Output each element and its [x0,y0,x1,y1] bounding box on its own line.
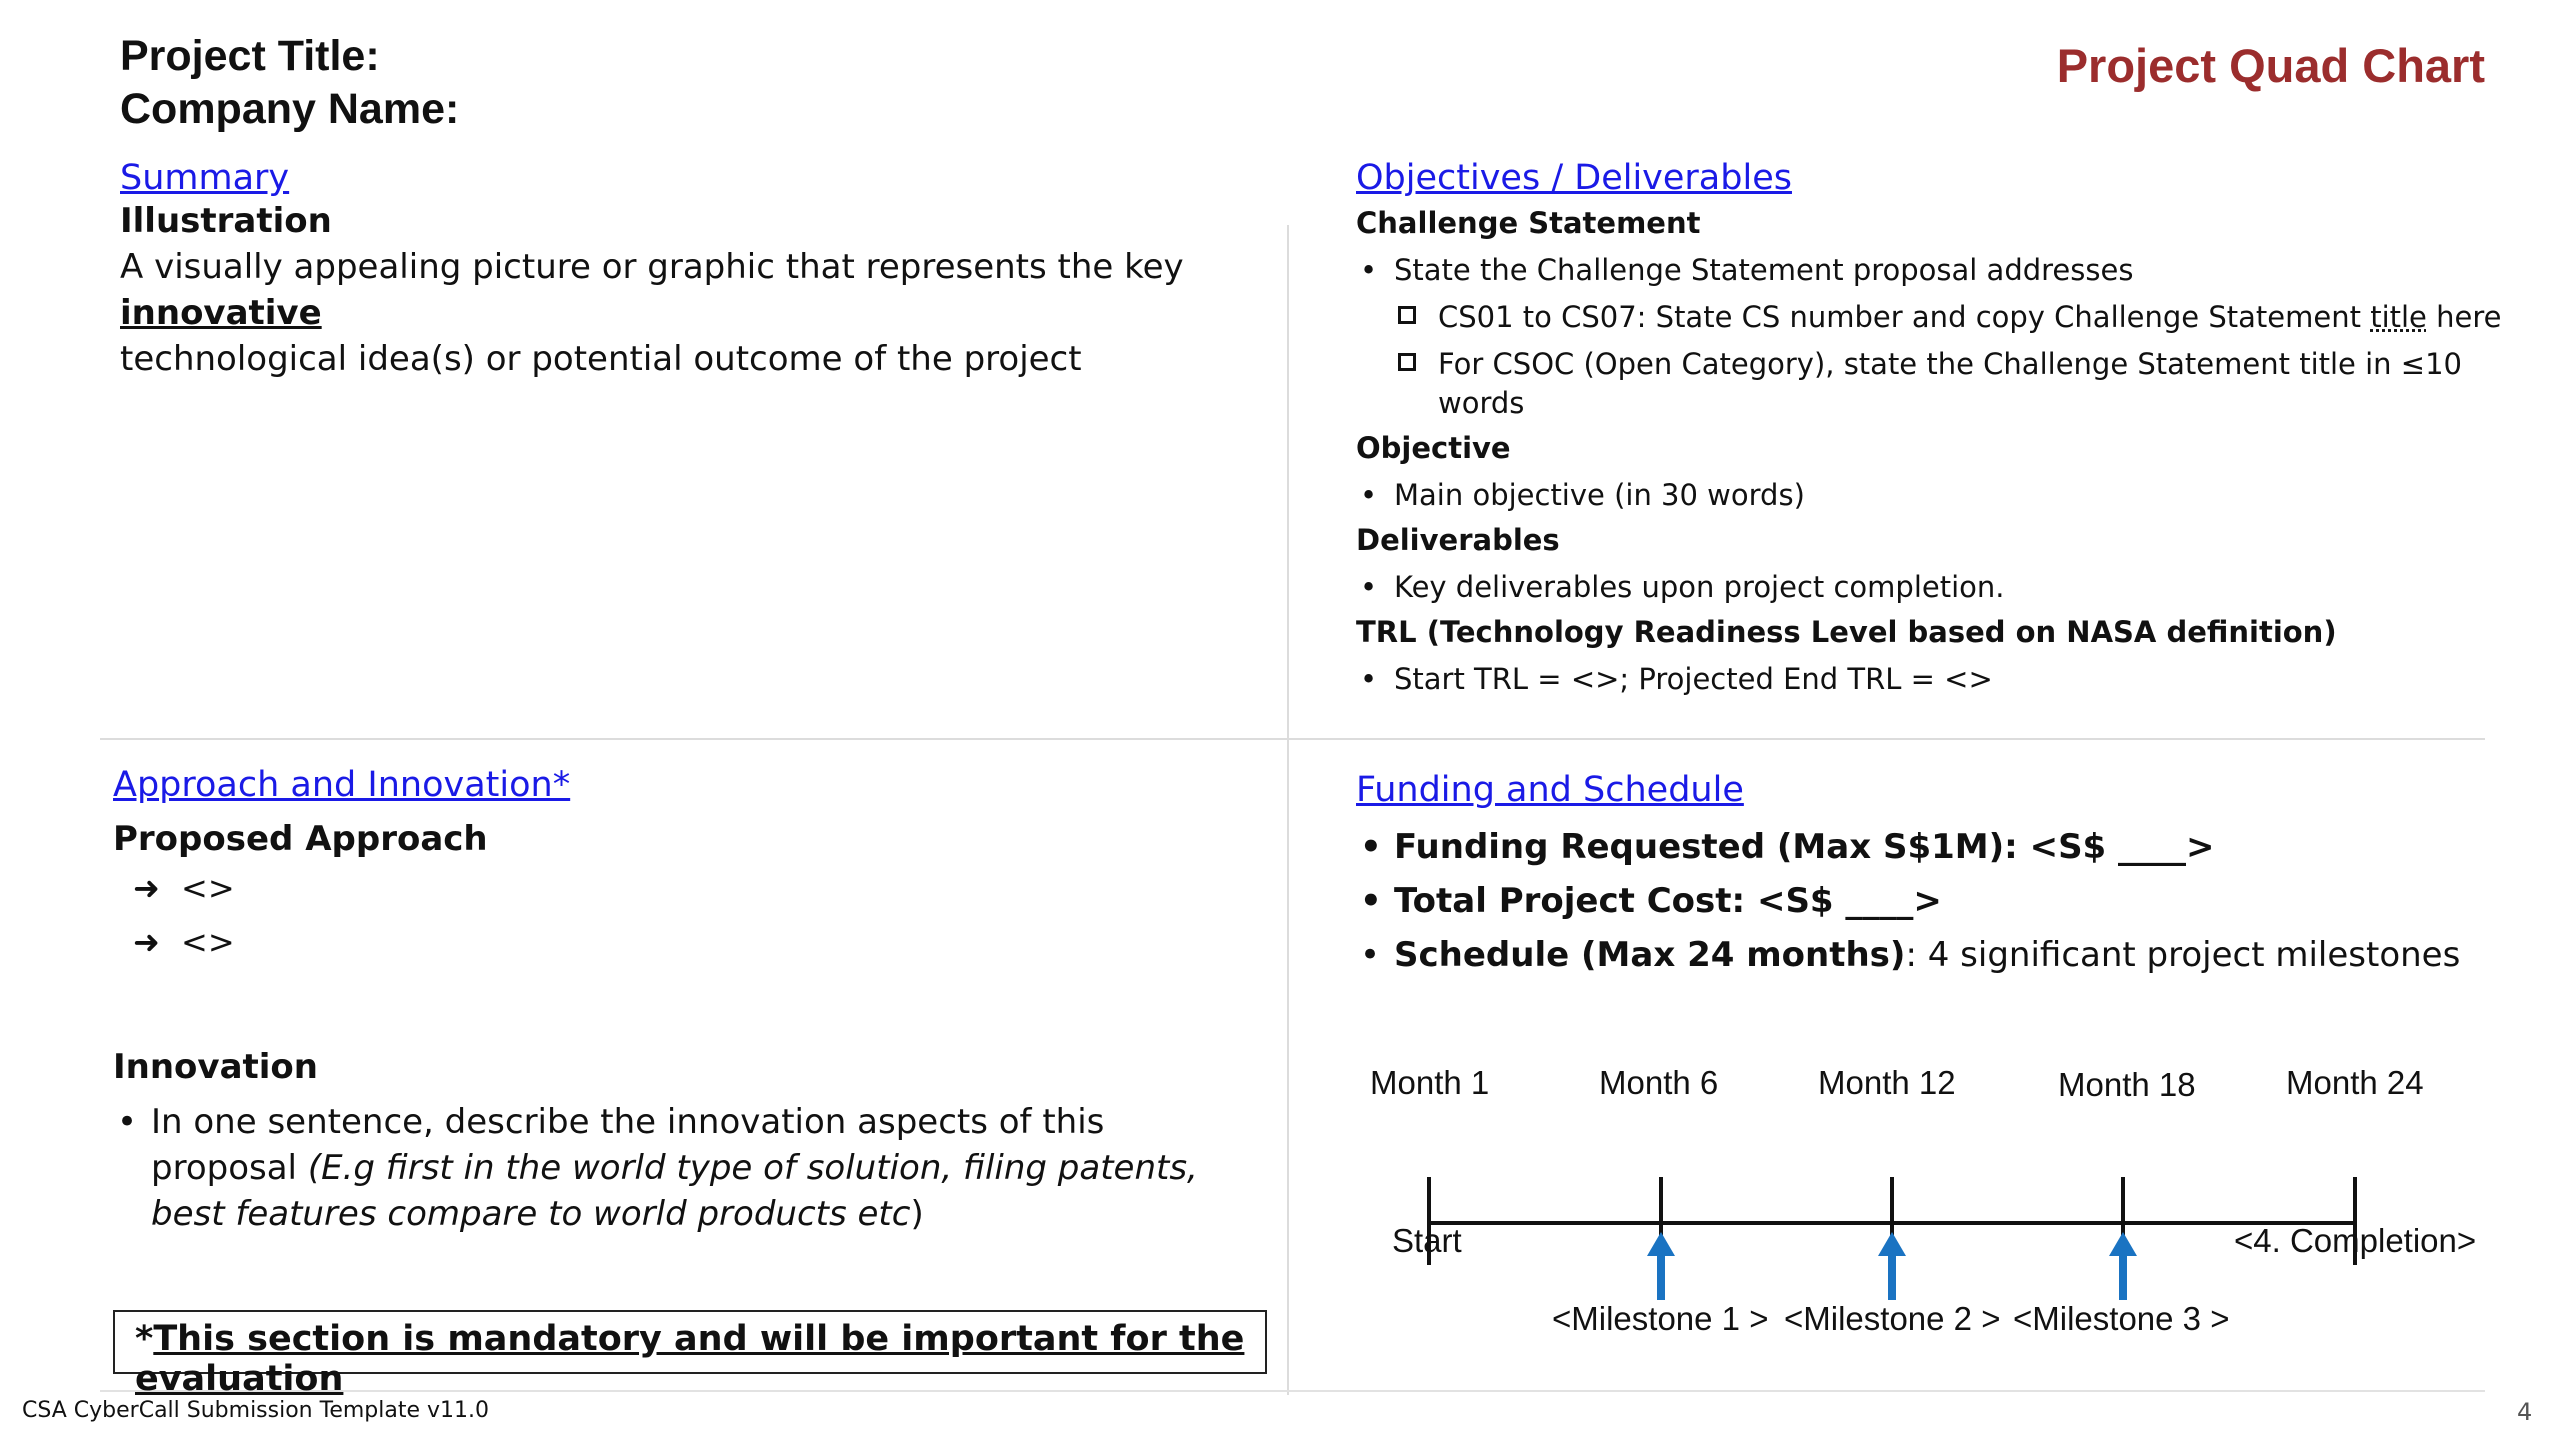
summary-heading[interactable]: Summary [120,158,290,198]
objective-heading: Objective [1356,431,1511,465]
trl-bullet: • Start TRL = <>; Projected End TRL = <> [1356,660,2506,699]
summary-text-end: technological idea(s) or potential outcome of the project [120,339,1082,379]
deliverables-list [1356,568,2506,607]
milestone-label: <Milestone 2 > [1784,1300,2001,1337]
innovation-list [113,1099,1273,1237]
vertical-divider [1287,225,1289,1395]
challenge-checklist [1398,298,2506,423]
checkbox-icon [1398,353,1416,371]
template-footer: CSA CyberCall Submission Template v11.0 [22,1398,489,1423]
deliverables-heading: Deliverables [1356,523,1560,557]
innovation-heading: Innovation [113,1047,318,1087]
milestone-arrow-icon [2102,1230,2144,1302]
check1-prefix: CS01 to CS07: State CS number and copy Challenge Statement [1438,300,2371,334]
check2-line2: words [1438,386,1525,420]
quad-chart-title: Project Quad Chart [2056,39,2485,92]
funding-quadrant [1356,770,2506,982]
approach-item-text: <> [181,923,235,961]
check1-title-word: title [2370,300,2427,334]
funding-list [1356,820,2506,982]
objective-list [1356,476,2506,515]
objectives-quadrant [1356,158,2506,699]
check1-suffix: here [2426,300,2502,334]
innovation-italic-1: (E.g first in the world type of solution, filing patents, [307,1148,1198,1188]
approach-heading[interactable]: Approach and Innovation* [113,765,571,805]
milestone-label: <Milestone 1 > [1552,1300,1769,1337]
summary-quadrant [120,158,1270,382]
illustration-subheading: Illustration [120,201,332,241]
proposed-approach-heading: Proposed Approach [113,819,488,859]
trl-list [1356,660,2506,699]
company-name-label: Company Name: [120,85,460,133]
right-arrow-icon: ➜ [133,869,160,907]
funding-requested: • Funding Requested (Max S$1M): <S$ ____> [1356,820,2506,874]
checklist-item-cs01 [1398,298,2506,337]
checkbox-icon [1398,306,1416,324]
approach-quadrant [113,765,1273,1237]
timeline-month-label: Month 18 [2058,1066,2196,1103]
timeline-month-label: Month 24 [2286,1064,2424,1101]
challenge-list [1356,251,2506,290]
approach-item-text: <> [181,869,235,907]
innovation-text-2: proposal [151,1148,308,1188]
timeline-completion-label: <4. Completion> [2234,1222,2477,1259]
challenge-heading: Challenge Statement [1356,206,1701,240]
timeline-start-label: Start [1392,1222,1462,1259]
summary-text-start: A visually appealing picture or graphic that represents the key [120,247,1184,287]
approach-arrow-list [133,861,1273,969]
timeline-month-label: Month 6 [1599,1064,1719,1101]
innovation-italic-2: best features compare to world products etc [151,1194,911,1234]
milestone-label: <Milestone 3 > [2013,1300,2230,1337]
summary-text [120,244,1270,382]
check2-line1: For CSOC (Open Category), state the Challenge Statement title in ≤10 [1438,347,2462,381]
page-number: 4 [2517,1398,2533,1426]
schedule-text: : 4 significant project milestones [1905,935,2461,975]
milestone-arrow-icon [1871,1230,1913,1302]
innovation-text-1: In one sentence, describe the innovation aspects of this [151,1102,1105,1142]
trl-heading: TRL (Technology Readiness Level based on NASA definition) [1356,615,2337,649]
summary-text-innovative: innovative [120,293,322,333]
mandatory-note-text: This section is mandatory and will be important for the evaluation [135,1319,1245,1399]
approach-item [133,861,1273,915]
objective-bullet: • Main objective (in 30 words) [1356,476,2506,515]
header-labels [120,30,459,136]
horizontal-divider [100,738,2485,740]
funding-heading[interactable]: Funding and Schedule [1356,770,1744,810]
schedule-label: Schedule (Max 24 months) [1394,935,1906,975]
mandatory-asterisk: * [135,1319,154,1359]
deliverables-bullet: • Key deliverables upon project completion. [1356,568,2506,607]
challenge-bullet: • State the Challenge Statement proposal addresses [1356,251,2506,290]
checklist-item-csoc [1398,345,2506,423]
total-project-cost: • Total Project Cost: <S$ ____> [1356,874,2506,928]
timeline-month-label: Month 12 [1818,1064,1956,1101]
objectives-heading[interactable]: Objectives / Deliverables [1356,158,1792,198]
schedule-bullet [1356,928,2506,982]
approach-item [133,915,1273,969]
innovation-text-end: ) [910,1194,924,1234]
mandatory-note-box [113,1310,1267,1399]
right-arrow-icon: ➜ [133,923,160,961]
project-title-label: Project Title: [120,32,380,80]
schedule-timeline [1370,1060,2500,1360]
milestone-arrow-icon [1640,1230,1682,1302]
footer-divider [100,1390,2485,1392]
innovation-bullet [113,1099,1273,1237]
timeline-month-label: Month 1 [1370,1064,1490,1101]
